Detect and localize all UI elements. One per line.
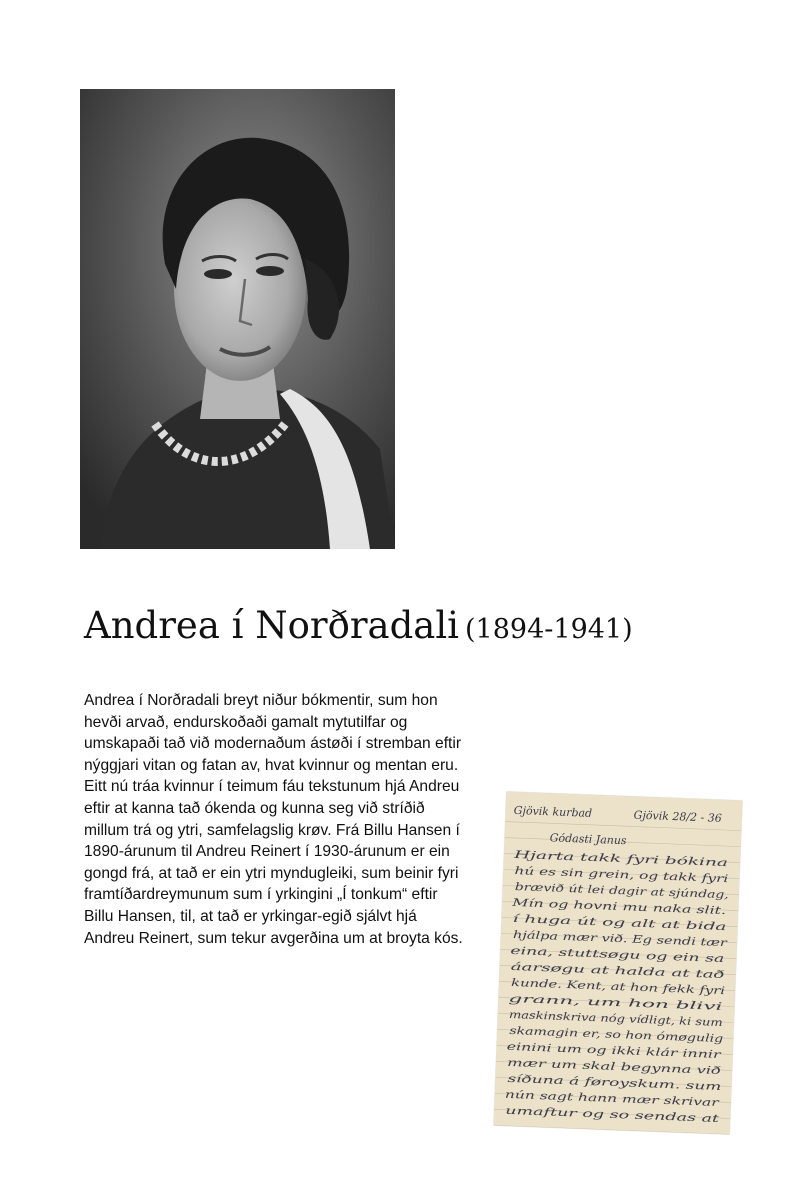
letter-line: Mín og hovni mu naka slit. — [511, 896, 655, 915]
portrait-illustration — [80, 89, 395, 549]
letter-line: Hjarta takk fyri bókina — [513, 848, 636, 866]
letter-line: umaftur og so sendas at — [505, 1104, 634, 1122]
letter-line: brævið út lei dagir at sjúndag, — [514, 880, 677, 900]
handwritten-letter — [494, 792, 743, 1135]
letter-line: hjálpa mær við. Eg sendi tær — [512, 928, 668, 947]
letter-line: síðuna á føroyskum. sum — [507, 1072, 641, 1090]
letter-line: hú es sin grein, og takk fyri — [514, 864, 662, 883]
letter-salutation: Gódasti Janus — [549, 831, 627, 848]
letter-header-left: Gjövik kurbad — [513, 803, 593, 820]
letter-line: mær um skal begynna við — [506, 1056, 645, 1075]
letter-line: nún sagt hann mær skrivar — [504, 1088, 650, 1107]
letter-line: maskinskriva nóg vídligt, ki sum — [508, 1008, 682, 1028]
letter-line: einini um og ikki klár innir — [506, 1040, 649, 1059]
letter-line: áarsøgu at halda at tað — [510, 960, 635, 978]
title-years: (1894-1941) — [465, 614, 633, 645]
letter-line: eina, stuttsøgu og ein sa — [510, 944, 641, 962]
title-name: Andrea í Norðradali — [84, 604, 460, 647]
letter-sheet — [494, 792, 743, 1135]
body-paragraph: Andrea í Norðradali breyt niður bókmentir, sum hon hevði arvað, endurskoðaði gamalt mytutilfar og umskapaði tað við modernaðum ástøði í stremban eftir nýggjari vitan og fatan av, hvat kvinnur og mentan eru. Eitt nú tráa kvinnur í teimum fáu tekstunum hjá Andreu eftir at kanna tað ókenda og kunna seg við stríðið millum trá og ytri, samfelagslig krøv. Frá Billu Hansen í 1890-árunum til Andreu Reinert í 1930-árunum er ein gongd frá, at tað er ein ytri myndugleiki, sum beinir fyri framtíðardreymunum sum í yrkingini „Í tonkum“ eftir Billu Hansen, til, at tað er yrkingar-egið sjálvt hjá Andreu Reinert, sum tekur avgerðina um at broyta kós. — [84, 692, 463, 947]
letter-line: kunde. Kent, at hon fekk fyri — [510, 976, 664, 995]
page-title — [84, 604, 724, 647]
letter-line: grann, um hon blivi — [508, 992, 613, 1009]
letter-header-right: Gjövik 28/2 - 36 — [633, 808, 723, 825]
letter-line: skamagin er, so hon ómøgulig — [509, 1024, 669, 1043]
letter-line: í huga út og alt at bida — [512, 912, 635, 930]
portrait-photo — [80, 89, 395, 549]
